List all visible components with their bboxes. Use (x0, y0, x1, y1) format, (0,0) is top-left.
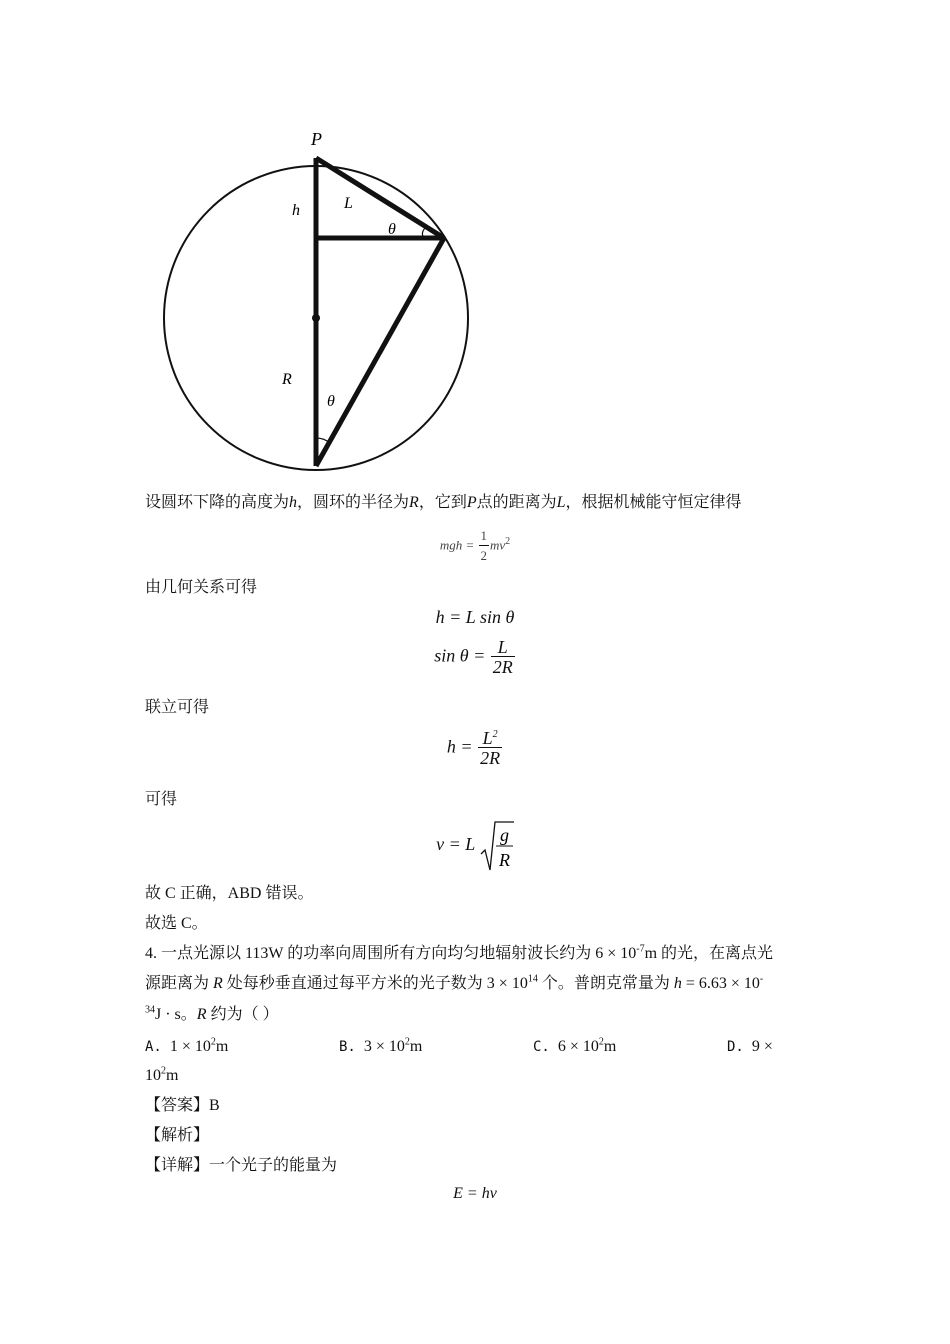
geometry-figure (150, 125, 480, 475)
question-4-line-1: 4. 一点光源以 113W 的功率向周围所有方向均匀地辐射波长约为 $6 \times 10^{-7}m$ 的光，在离点光 (145, 943, 774, 962)
equation-energy: mgh = $\frac{1}{2}$ $mv^2$ (439, 528, 511, 563)
equation-h-sin: h = L sin θ (435, 607, 515, 627)
equation-sin-theta: sin θ = $\frac{L}{2R}$ (434, 637, 513, 677)
svg-text:R: R (498, 850, 510, 870)
option-d-continued: $10^2m$ (145, 1065, 179, 1084)
question-4-line-3: $^{34}$J · s。R 约为（ ） (145, 1004, 279, 1023)
chord-bottom (316, 238, 444, 466)
paragraph-obtain: 可得 (145, 791, 178, 808)
chord-L (316, 158, 444, 238)
equation-velocity: v = L g R (0, 820, 950, 872)
label-h: h (292, 202, 300, 219)
option-c[interactable]: C. $6 \times 10^2m$ (533, 1036, 617, 1055)
detail-line: 【详解】一个光子的能量为 (145, 1157, 338, 1174)
center-dot (312, 314, 320, 322)
label-P: P (311, 129, 322, 149)
svg-text:g: g (499, 825, 509, 845)
question-4-line-2: 源距离为 R 处每秒垂直通过每平方米的光子数为 $3 \times 10^{14}$ 个。普朗克常量为 h = 6.63 × 10- (145, 973, 764, 992)
option-a[interactable]: A. $1 \times 10^2m$ (145, 1036, 229, 1055)
paragraph-choice: 故选 C。 (145, 915, 208, 932)
label-theta-top: θ (388, 221, 396, 238)
paragraph-geometry: 由几何关系可得 (145, 579, 258, 596)
label-L: L (344, 195, 353, 212)
label-theta-bottom: θ (327, 393, 335, 410)
answer-line: 【答案】B (145, 1097, 220, 1114)
paragraph-setup: 设圆环下降的高度为h，圆环的半径为R，它到P点的距离为L，根据机械能守恒定律得 (145, 494, 742, 511)
analysis-line: 【解析】 (145, 1127, 210, 1144)
sqrt-symbol (480, 820, 514, 872)
equation-h-L2: h = $\frac{L^2}{2R}$ (446, 728, 501, 768)
equation-photon-energy: E = hν (453, 1185, 497, 1202)
option-d[interactable]: D. 9 × (727, 1038, 773, 1055)
paragraph-conclusion: 故 C 正确，ABD 错误。 (145, 885, 314, 902)
label-R: R (282, 371, 292, 388)
paragraph-combine: 联立可得 (145, 699, 210, 716)
option-b[interactable]: B. $3 \times 10^2m$ (339, 1036, 423, 1055)
